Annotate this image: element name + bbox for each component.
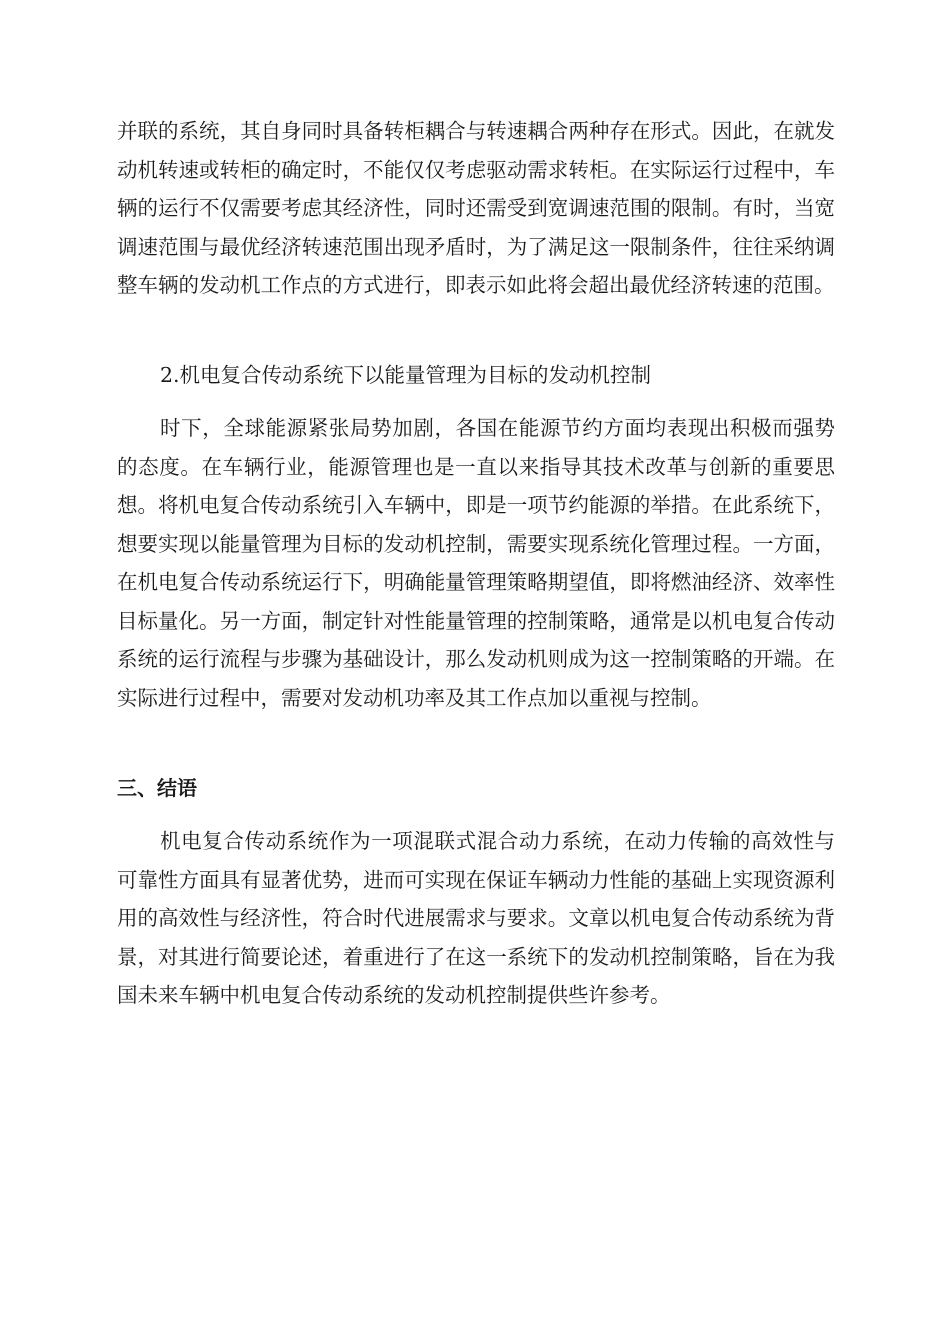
body-paragraph-conclusion: 机电复合传动系统作为一项混联式混合动力系统，在动力传输的高效性与可靠性方面具有显著优势，进而可实现在保证车辆动力性能的基础上实现资源利用的高效性与经济性，符合时代进展需求与要求。文章以机电复合传动系统为背景，对其进行简要论述，着重进行了在这一系统下的发动机控制策略，旨在为我国未来车辆中机电复合传动系统的发动机控制提供些许参考。	[117, 829, 835, 1007]
body-paragraph-continued: 并联的系统，其自身同时具备转柜耦合与转速耦合两种存在形式。因此，在就发动机转速或转柜的确定时，不能仅仅考虑驱动需求转柜。在实际运行过程中，车辆的运行不仅需要考虑其经济性，同时还需受到宽调速范围的限制。有时，当宽调速范围与最优经济转速范围出现矛盾时，为了满足这一限制条件，往往采纳调整车辆的发动机工作点的方式进行，即表示如此将会超出最优经济转速的范围。	[117, 119, 835, 297]
body-paragraph-energy-management: 时下，全球能源紧张局势加剧，各国在能源节约方面均表现出积极而强势的态度。在车辆行业，能源管理也是一直以来指导其技术改革与创新的重要思想。将机电复合传动系统引入车辆中，即是一项节约能源的举措。在此系统下，想要实现以能量管理为目标的发动机控制，需要实现系统化管理过程。一方面，在机电复合传动系统运行下，明确能量管理策略期望值，即将燃油经济、效率性目标量化。另一方面，制定针对性能量管理的控制策略，通常是以机电复合传动系统的运行流程与步骤为基础设计，那么发动机则成为这一控制策略的开端。在实际进行过程中，需要对发动机功率及其工作点加以重视与控制。	[117, 416, 835, 710]
subsection-heading: 2.机电复合传动系统下以能量管理为目标的发动机控制	[160, 363, 652, 387]
section-heading-conclusion: 三、结语	[117, 776, 197, 800]
